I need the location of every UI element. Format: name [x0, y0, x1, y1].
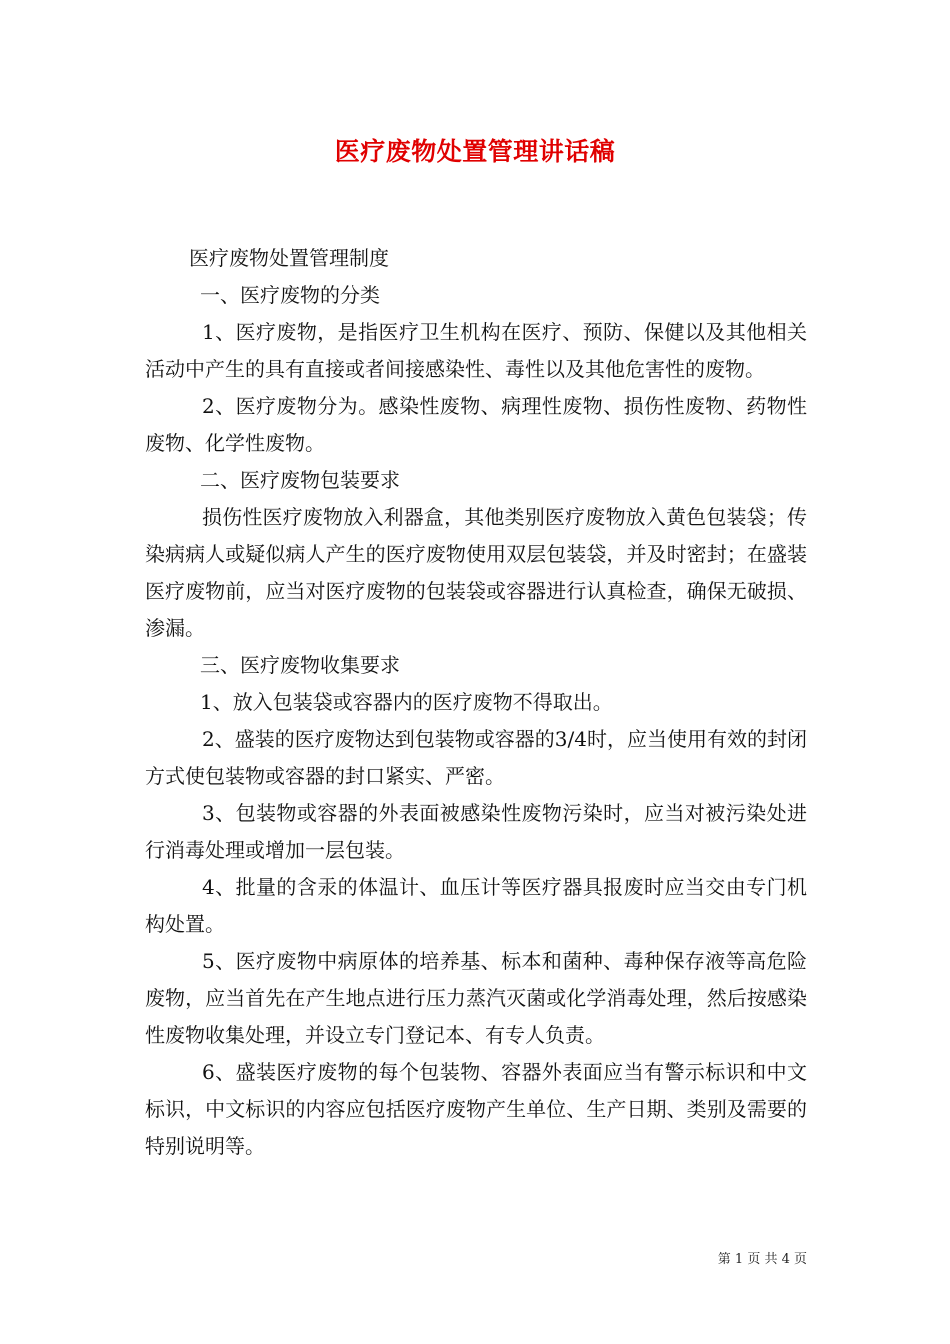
paragraph-heading-1: 一、医疗废物的分类 [200, 283, 380, 307]
paragraph: 1、医疗废物，是指医疗卫生机构在医疗、预防、保健以及其他相关活动中产生的具有直接或者间接感染性、毒性以及其他危害性的废物。 [145, 320, 807, 381]
document-title: 医疗废物处置管理讲话稿 [334, 137, 616, 166]
paragraph: 2、医疗废物分为。感染性废物、病理性废物、损伤性废物、药物性废物、化学性废物。 [145, 394, 807, 455]
paragraph: 5、医疗废物中病原体的培养基、标本和菌种、毒种保存液等高危险废物，应当首先在产生地点进行压力蒸汽灭菌或化学消毒处理，然后按感染性废物收集处理，并设立专门登记本、有专人负责。 [145, 949, 807, 1047]
paragraph: 3、包装物或容器的外表面被感染性废物污染时，应当对被污染处进行消毒处理或增加一层包装。 [145, 801, 807, 862]
paragraph: 2、盛装的医疗废物达到包装物或容器的3/4时，应当使用有效的封闭方式使包装物或容器的封口紧实、严密。 [145, 727, 807, 788]
paragraph: 6、盛装医疗废物的每个包装物、容器外表面应当有警示标识和中文标识，中文标识的内容应包括医疗废物产生单位、生产日期、类别及需要的特别说明等。 [145, 1060, 807, 1158]
paragraph: 损伤性医疗废物放入利器盒，其他类别医疗废物放入黄色包装袋；传染病病人或疑似病人产生的医疗废物使用双层包装袋，并及时密封；在盛装医疗废物前，应当对医疗废物的包装袋或容器进行认真检查，确保无破损、渗漏。 [145, 505, 807, 640]
document-body [145, 240, 807, 1165]
paragraph-heading-2: 二、医疗废物包装要求 [200, 468, 400, 492]
page-number-footer: 第 1 页 共 4 页 [717, 1252, 807, 1267]
paragraph: 1、放入包装袋或容器内的医疗废物不得取出。 [200, 690, 613, 714]
paragraph-heading-3: 三、医疗废物收集要求 [200, 653, 400, 677]
paragraph-section-heading: 医疗废物处置管理制度 [189, 246, 389, 270]
paragraph: 4、批量的含汞的体温计、血压计等医疗器具报废时应当交由专门机构处置。 [145, 875, 807, 936]
